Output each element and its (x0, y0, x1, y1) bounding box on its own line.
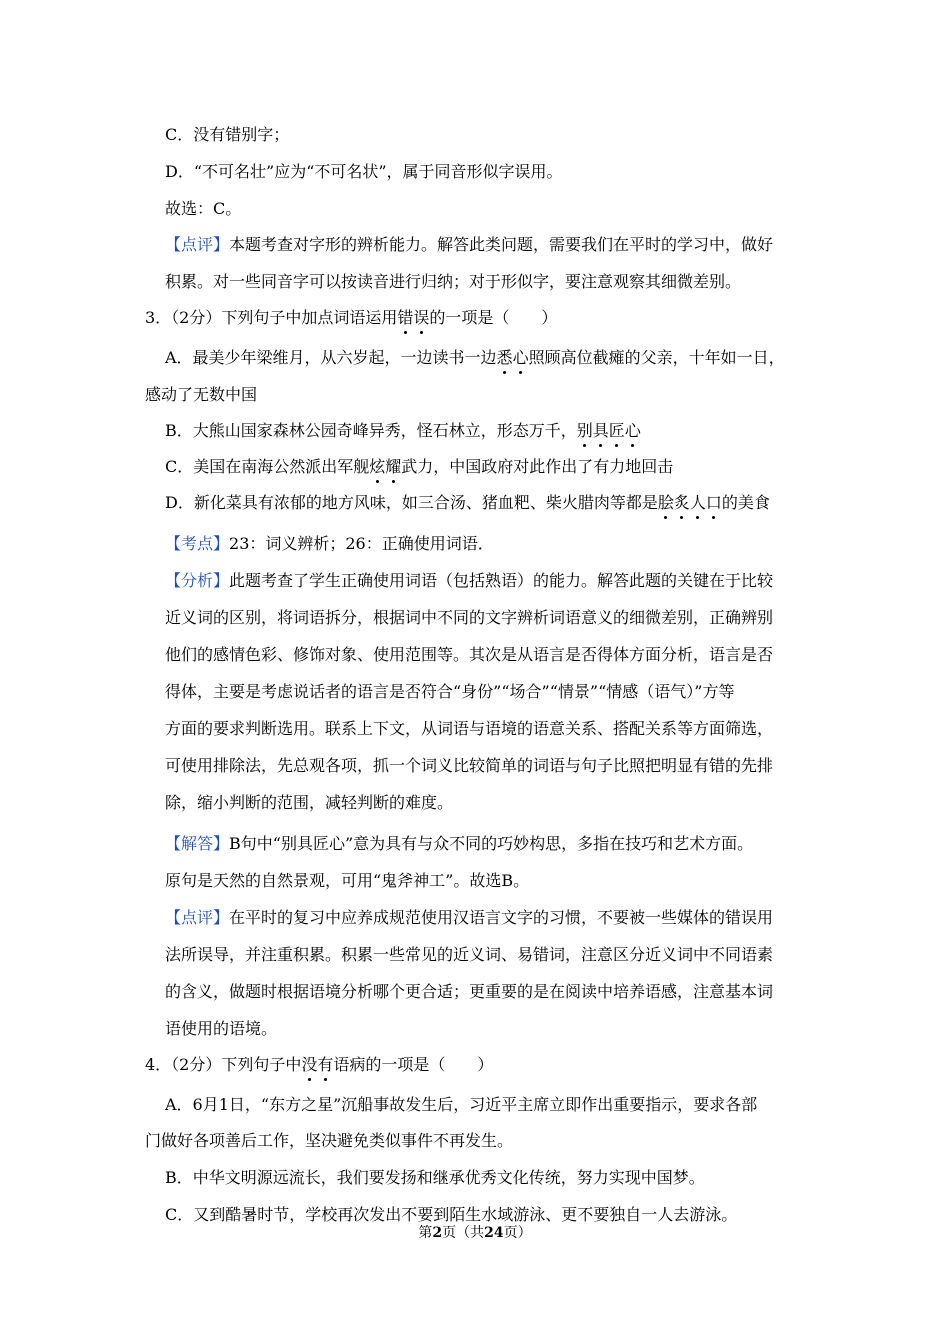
text-line: 积累。对一些同音字可以按读音进行归纳；对于形似字，要注意观察其细微差别。 (165, 272, 742, 291)
emphasis-char: 别 (577, 419, 593, 443)
text-line: 方面的要求判断选用。联系上下文，从词语与语境的语意关系、搭配关系等方面筛选， (165, 719, 774, 738)
text-line: 可使用排除法，先总观各项，抓一个词义比较简单的词语与句子比照把明显有错的先排 (165, 756, 774, 775)
option-c: C．美国在南海公然派出军舰炫耀武力，中国政府对此作出了有力地回击 (165, 455, 673, 479)
text-line: 语使用的语境。 (165, 1019, 278, 1038)
kaodian-tag: 【考点】 (165, 534, 230, 553)
text-line: 近义词的区别，将词语拆分，根据词中不同的文字辨析词语意义的细微差别，正确辨别 (165, 608, 774, 627)
emphasis-char: 错 (397, 306, 413, 330)
text-line: 的含义，做题时根据语境分析哪个更合适；更重要的是在阅读中培养语感，注意基本词 (165, 982, 774, 1001)
jieda-tag: 【解答】 (165, 834, 230, 853)
text-line: 原句是天然的自然景观，可用“鬼斧神工”。故选B。 (165, 871, 530, 890)
text-line: 故选：C。 (165, 199, 242, 218)
option-a: A．6月1日，“东方之星”沉船事故发生后，习近平主席立即作出重要指示，要求各部 (165, 1095, 758, 1114)
emphasis-char: 误 (413, 306, 429, 330)
text-line: 得体，主要是考虑说话者的语言是否符合“身份”“场合”“情景”“情感（语气）”方等 (165, 682, 735, 701)
text-line: 门做好各项善后工作，坚决避免类似事件不再发生。 (145, 1131, 514, 1150)
emphasis-char: 没 (301, 1053, 317, 1077)
question-3: 3．（2分）下列句子中加点词语运用错误的一项是（ ） (145, 306, 557, 330)
emphasis-char: 口 (706, 491, 722, 515)
emphasis-char: 心 (625, 419, 641, 443)
emphasis-char: 有 (317, 1053, 333, 1077)
text-line: 他们的感情色彩、修饰对象、使用范围等。其次是从语言是否得体方面分析，语言是否 (165, 645, 774, 664)
kaodian-line: 【考点】23：词义辨析；26：正确使用词语． (165, 534, 494, 553)
dianping-line: 【点评】在平时的复习中应养成规范使用汉语言文字的习惯，不要被一些媒体的错误用 (165, 908, 774, 927)
option-a: A．最美少年梁维月，从六岁起，一边读书一边悉心照顾高位截瘫的父亲，十年如一日， (165, 346, 785, 370)
emphasis-char: 炙 (674, 491, 690, 515)
text-line: 除，缩小判断的范围，减轻判断的难度。 (165, 793, 454, 812)
jieda-line: 【解答】B句中“别具匠心”意为具有与众不同的巧妙构思，多指在技巧和艺术方面。 (165, 834, 754, 853)
option-d: D．新化菜具有浓郁的地方风味，如三合汤、猪血粑、柴火腊肉等都是脍炙人口的美食 (165, 491, 770, 515)
emphasis-char: 人 (690, 491, 706, 515)
comment-line (165, 233, 773, 257)
option-c: C．又到酷暑时节，学校再次发出不要到陌生水域游泳、更不要独自一人去游泳。 (165, 1205, 738, 1224)
comment-text: 本题考查对字形的辨析能力。解答此类问题，需要我们在平时的学习中，做好 (229, 235, 774, 254)
text-line: D．“不可名壮”应为“不可名状”，属于同音形似字误用。 (165, 162, 563, 181)
fenxi-line: 【分析】此题考查了学生正确使用词语（包括熟语）的能力。解答此题的关键在于比较 (165, 571, 774, 590)
emphasis-char: 脍 (658, 491, 674, 515)
emphasis-char: 匠 (609, 419, 625, 443)
emphasis-char: 耀 (385, 455, 401, 479)
emphasis-char: 悉 (497, 346, 513, 370)
fenxi-tag: 【分析】 (165, 571, 230, 590)
comment-tag: 【点评】 (165, 235, 230, 254)
dianping-tag: 【点评】 (165, 908, 230, 927)
text-line: 法所误导，并注重积累。积累一些常见的近义词、易错词，注意区分近义词中不同语素 (165, 945, 774, 964)
emphasis-char: 具 (593, 419, 609, 443)
text-line: 感动了无数中国 (145, 385, 258, 404)
emphasis-char: 炫 (369, 455, 385, 479)
text-line: C．没有错别字； (165, 125, 290, 144)
option-b: B．中华文明源远流长，我们要发扬和继承优秀文化传统，努力实现中国梦。 (165, 1168, 705, 1187)
question-4: 4．（2分）下列句子中没有语病的一项是（ ） (145, 1053, 493, 1077)
option-b: B．大熊山国家森林公园奇峰异秀，怪石林立，形态万千，别具匠心 (165, 419, 641, 443)
page-footer: 第2页（共24页） (418, 1225, 532, 1241)
emphasis-char: 心 (513, 346, 529, 370)
